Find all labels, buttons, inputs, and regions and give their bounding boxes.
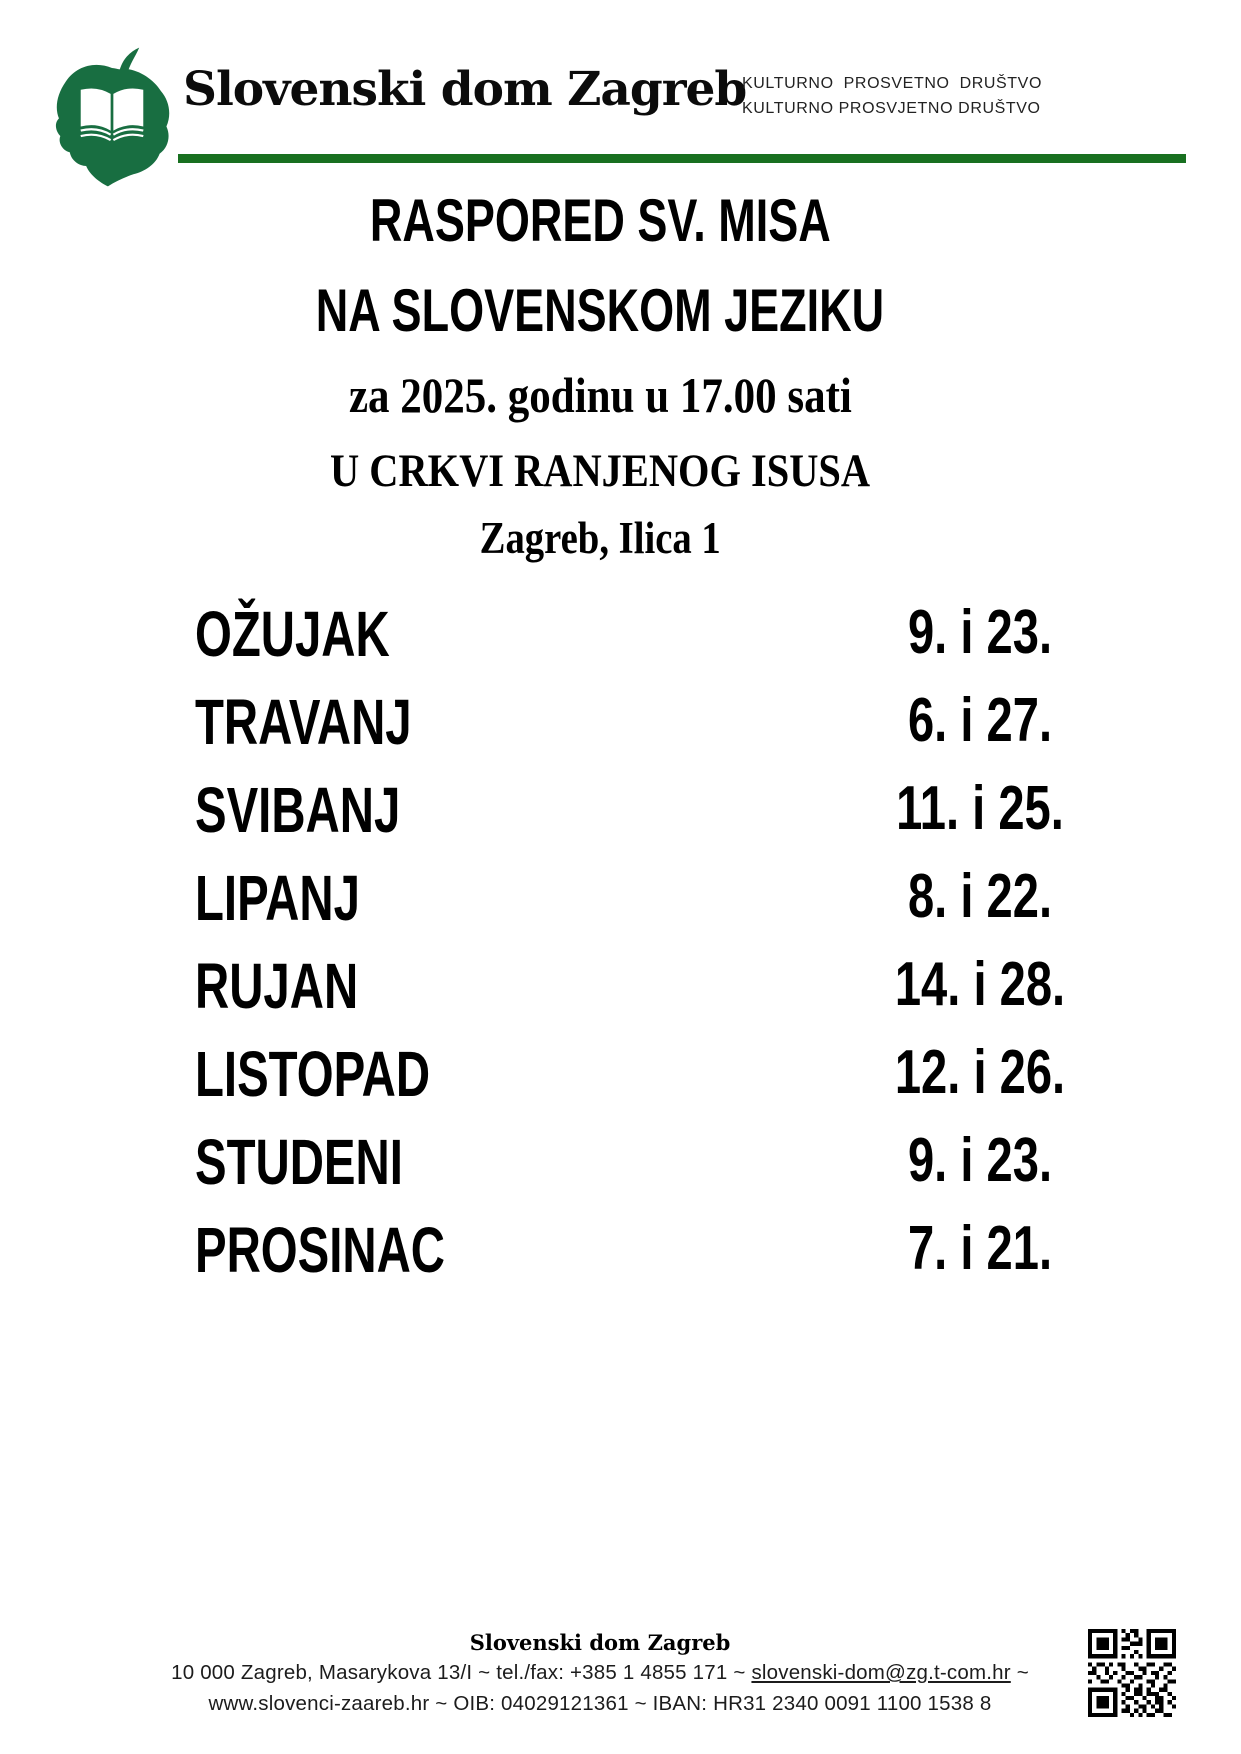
- dates-value: 8. i 22.: [907, 862, 1053, 931]
- dates-value: 11. i 25.: [896, 774, 1064, 843]
- schedule-row: [0, 1038, 1241, 1112]
- city-line: Zagreb, Ilica 1: [479, 513, 721, 563]
- header-divider: [178, 154, 1186, 163]
- leaf-book-icon: [44, 46, 180, 188]
- schedule-row: [0, 1214, 1241, 1288]
- dates-value: 6. i 27.: [907, 686, 1053, 755]
- schedule-row: [0, 950, 1241, 1024]
- footer-org-name: Slovenski dom Zagreb: [469, 1630, 731, 1655]
- dates-value: 9. i 23.: [907, 1126, 1053, 1195]
- month-label: LISTOPAD: [195, 1038, 431, 1110]
- main-title-line2: NA SLOVENSKOM JEZIKU: [315, 277, 885, 344]
- year-time-line: za 2025. godinu u 17.00 sati: [348, 367, 852, 423]
- dates-value: 9. i 23.: [907, 598, 1053, 667]
- dates-value: 7. i 21.: [907, 1214, 1053, 1283]
- schedule-row: [0, 686, 1241, 760]
- month-label: STUDENI: [195, 1126, 403, 1198]
- qr-code-icon: [1088, 1628, 1176, 1718]
- schedule-row: [0, 774, 1241, 848]
- month-label: PROSINAC: [195, 1214, 445, 1286]
- footer: [0, 1630, 1200, 1720]
- organization-logo: [44, 46, 180, 188]
- society-subtitle: [742, 72, 1042, 122]
- footer-info-line: www.slovenci-zaareb.hr ~ OIB: 04029121361 ~ IBAN: HR31 2340 0091 1100 1538 8: [208, 1691, 992, 1715]
- organization-name: Slovenski dom Zagreb: [183, 62, 747, 117]
- main-title-line1: RASPORED SV. MISA: [369, 187, 831, 254]
- month-label: OŽUJAK: [195, 598, 390, 670]
- schedule-row: [0, 598, 1241, 672]
- dates-value: 14. i 28.: [894, 950, 1066, 1019]
- society-line-1: KULTURNO PROSVETNO DRUŠTVO: [742, 75, 1042, 92]
- month-label: RUJAN: [195, 950, 359, 1022]
- email-link[interactable]: slovenski-dom@zg.t-com.hr: [751, 1661, 1011, 1684]
- schedule-row: [0, 862, 1241, 936]
- footer-contact-line: 10 000 Zagreb, Masarykova 13/I ~ tel./fax: +385 1 4855 171 ~ slovenski-dom@zg.t-com.hr ~: [171, 1661, 1029, 1684]
- schedule-row: [0, 1126, 1241, 1200]
- church-line: U CRKVI RANJENOG ISUSA: [329, 445, 871, 497]
- dates-value: 12. i 26.: [894, 1038, 1066, 1107]
- month-label: TRAVANJ: [195, 686, 412, 758]
- month-label: SVIBANJ: [195, 774, 401, 846]
- society-line-2: KULTURNO PROSVJETNO DRUŠTVO: [742, 99, 1041, 117]
- month-label: LIPANJ: [195, 862, 360, 934]
